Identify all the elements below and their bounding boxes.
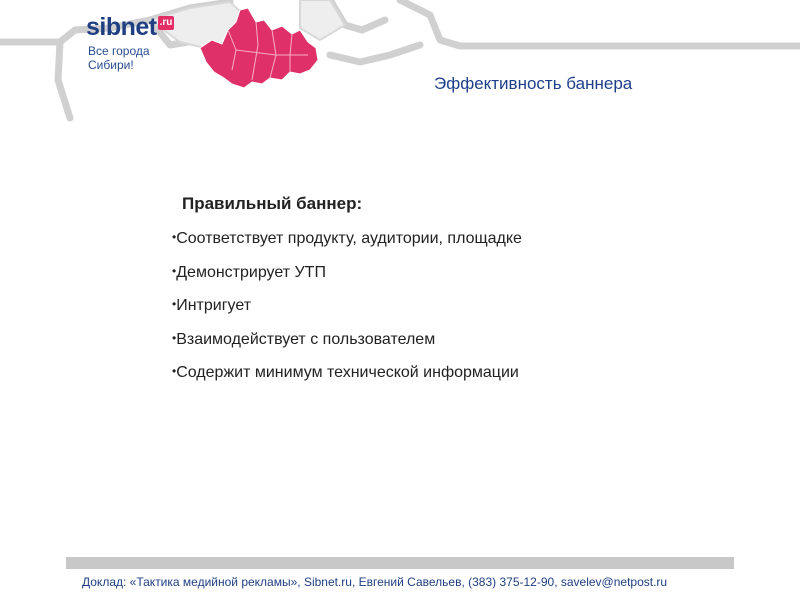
bullet-text: Содержит минимум технической информации — [176, 364, 519, 381]
footer-text: Доклад: «Тактика медийной рекламы», Sibnet.ru, Евгений Савельев, (383) 375-12-90, savelev@netpost.ru — [82, 575, 668, 589]
bullet-item — [172, 227, 732, 249]
bullet-list — [172, 227, 732, 383]
bullet-icon: • — [172, 330, 177, 345]
logo-badge: .ru — [159, 17, 173, 28]
bullet-text: Демонстрирует УТП — [176, 263, 326, 281]
tagline-line-2: Сибири! — [88, 58, 134, 72]
bullet-text: Взаимодействует с пользователем — [176, 330, 436, 348]
bullet-icon: • — [172, 364, 177, 378]
tagline-line-1: Все города — [88, 44, 150, 58]
bullet-text: Интригует — [176, 297, 252, 314]
sibnet-logo — [86, 12, 174, 42]
bullet-item — [172, 294, 732, 316]
logo-tagline — [88, 44, 150, 72]
slide-title: Эффективность баннера — [434, 74, 633, 93]
bullet-item — [172, 361, 732, 383]
logo-wordmark: sibnet — [86, 13, 157, 41]
footer-bar — [66, 557, 734, 569]
bullet-text: Соответствует продукту, аудитории, площадке — [176, 230, 522, 247]
bullet-icon: • — [172, 297, 177, 311]
bullet-icon: • — [172, 230, 177, 244]
bullet-icon: • — [172, 263, 177, 278]
bullet-item — [172, 261, 732, 283]
bullet-item — [172, 328, 732, 350]
slide-content — [172, 193, 732, 395]
content-heading: Правильный баннер: — [182, 194, 363, 213]
